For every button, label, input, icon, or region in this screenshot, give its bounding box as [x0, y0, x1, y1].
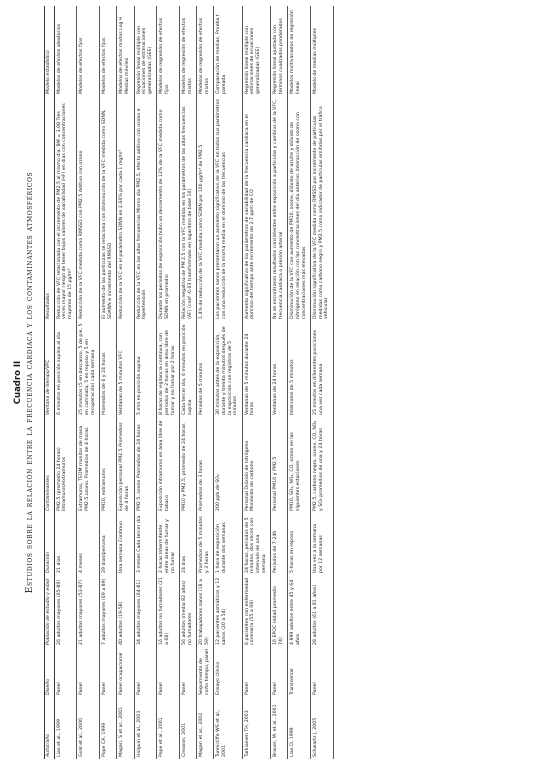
table-cell: 4 899 adultos entre 45 y 64 años — [288, 575, 311, 647]
column-header: Población de estudio y edad — [45, 575, 55, 647]
table-cell: Reducción de VFC relacionada con el incremento de PM2.5 al mismo día. BM = 3.08 Tres veces mayor riesgo de tener bajos valores de variabilidad (HF) en días con concentraciones mayores de 15 µg/m³ — [54, 96, 77, 321]
table-cell: 56 adultos (media 82 años) no fumadores — [180, 575, 197, 647]
column-header: Diseño — [45, 647, 55, 697]
table-row — [100, 6, 117, 759]
table-cell: 6 minutos en posición supina al día — [54, 321, 77, 417]
table-row — [197, 6, 214, 759]
table-cell: 200 ppb de SO₂ — [214, 417, 242, 513]
table-cell: Pope et al., 2001 — [157, 697, 180, 759]
table-body — [54, 6, 333, 759]
column-header: Duración — [45, 513, 55, 575]
table-cell: 4 meses — [77, 513, 100, 575]
table-cell: 40 adultos (19-58) — [117, 575, 134, 647]
table-title: Estudios sobre la relación entre la frecuencia cardiaca y los contaminantes atmosféricos — [25, 171, 35, 594]
table-cell: Promedios de 6 y 24 horas — [100, 321, 117, 417]
table-cell: Brauer, M. et al., 2001 — [271, 697, 288, 759]
table-label: Cuadro II — [13, 360, 23, 405]
table-cell: Ventanas de 5 minutos VFC — [117, 321, 134, 417]
table-cell: 8 horas de vigilancia continua, con periodos de 2 horas en área libre de fumar y no fumar por 2 horas — [157, 321, 180, 417]
table-cell: 5 min en posición supina — [134, 321, 157, 417]
table-cell: 24 horas, periodos de 5 minutos, dos veces con intervalo de una semana — [242, 513, 270, 575]
table-cell: Periodos de 5 minutos — [197, 321, 214, 417]
table-cell: Panel — [180, 647, 197, 697]
table-cell: 1 hora de exposición durante dos semanas — [214, 513, 242, 575]
column-header: Contaminantes — [45, 417, 55, 513]
table-cell: Modelos de regresión de efectos mixtos — [180, 6, 197, 96]
table-cell: PM2.5, carbono negro, ozono, CO, NO₂ y SO₂ promedios de una y 24 horas — [311, 417, 334, 513]
table-cell: Panel — [242, 647, 270, 697]
table-cell: Disminución significativa de la VFC medida como RMSSD por incremento de partículas medidas como carbono negro y PM2.5 como indicador de partículas emitidas por el tráfico vehicular — [311, 96, 334, 321]
column-header: Resultados — [45, 96, 55, 321]
table-cell: 21 días — [54, 513, 77, 575]
table-row — [242, 6, 270, 759]
table-cell: 3 meses Cada tercer día — [134, 513, 157, 575]
table-cell: PM2.5 (promedio 24 horas) Intramuros/extramuros — [54, 417, 77, 513]
table-cell: 7 adultos mayores (69 a 89) — [100, 575, 117, 647]
table-cell: Modelos de regresión de efectos mixtos — [197, 6, 214, 96]
table-cell: Tarkiainen TH, 2003 — [242, 697, 270, 759]
table-cell: Reducción de la VFC en las altas frecuencias Mismo día PM2.5, efecto aditivo con ozono e hipertensión — [134, 96, 157, 321]
table-row — [157, 6, 180, 759]
table-cell: Personal Dióxido de nitrógeno Monóxido de carbono — [242, 417, 270, 513]
table-cell: Aumento significativo de los parámetros de variabilidad de la frecuencia cardiaca en el dominio del tiempo ante incremento de 2.7 ppm de CO — [242, 96, 270, 321]
studies-table — [44, 6, 334, 759]
table-cell: PM2.5, ozono Promedios de 24 horas — [134, 417, 157, 513]
column-header: Modelo estadístico — [45, 6, 55, 96]
table-cell: Regresión lineal ajustada con términos cuadrados ponderados — [271, 6, 288, 96]
table-cell: Seguimiento de corto tiempo, panel — [197, 647, 214, 697]
table-cell: 6 pacientes con enfermedad coronaria (55 a 68) — [242, 575, 270, 647]
table-cell: 25 minutos (5 en descanso, 5 de pie, 5 en caminata, 5 en reposo y 5 en recuperación) cada semana — [77, 321, 100, 417]
table-cell: Extramuros, TEOM monitor de masa PM2.5,ozono. Promedios de 4 horas — [77, 417, 100, 513]
table-row — [117, 6, 134, 759]
table-cell: PM10 y PM2.5, promedio de 24 horas — [180, 417, 197, 513]
table-cell: Panel — [157, 647, 180, 697]
table-cell: 25 minutos en diferentes posiciones una vez cada semana — [311, 321, 334, 417]
table-cell: Modelos de efectos aleatorios — [54, 6, 77, 96]
column-header: Ventana de tiempo/VFC — [45, 321, 55, 417]
table-cell: PM10, extramuros — [100, 417, 117, 513]
table-row — [288, 6, 311, 759]
table-cell: Promedios de 5 minutos y 3 horas — [197, 513, 214, 575]
table-cell: Modelos de efectos fijos — [77, 6, 100, 96]
table-cell: Comparación de medias. Prueba t pareada — [214, 6, 242, 96]
table-cell: Modelos multivariados de regresión lineal — [288, 6, 311, 96]
table-cell: Intervalos de 5 minutos — [288, 321, 311, 417]
table-cell: Panel — [100, 647, 117, 697]
table-cell: Panel — [54, 647, 77, 697]
table-cell: Una vez a la semana por 12 semanas — [311, 513, 334, 575]
table-cell: Una semana Continuo — [117, 513, 134, 575]
table-cell: 21 adultos mayores (53-87) — [77, 575, 100, 647]
table-cell: 2 horas Intermitente entre áreas de fumar y no fumar — [157, 513, 180, 575]
table-row — [77, 6, 100, 759]
table-row — [54, 6, 77, 759]
table-row — [311, 6, 334, 759]
table-cell: Relación negativa de PM 2.5 con la VFC medida en los parámetros de las altas frecuencias (AF) (coef -0.03 transformado en logaritmo de base 10) — [180, 96, 197, 321]
table-cell: 16 EPOC (edad promedio 74) — [271, 575, 288, 647]
table-cell: Reducción de la VFC medida como RMSSD con PM2.5 Aditivo con ozono — [77, 96, 100, 321]
table-cell: 16 adultos no fumadores (21 a 68) — [157, 575, 180, 647]
table-header-row — [45, 6, 55, 759]
table-cell: Regresión lineal múltiple con estimaciones de ecuaciones generalizadas (GEE) — [242, 6, 270, 96]
table-cell: 34 adultos mayores (64-81) — [134, 575, 157, 647]
column-header: Autor/año — [45, 697, 55, 759]
table-cell: Liao et al., 1999 — [54, 697, 77, 759]
table-row — [180, 6, 197, 759]
table-cell: Regresión lineal múltiple con ecuaciones de estimaciones generalizadas (GEE) — [134, 6, 157, 96]
table-cell: 24 días — [180, 513, 197, 575]
table-cell: Holguin et al., 2003 — [134, 697, 157, 759]
table-cell: Panel — [271, 647, 288, 697]
table-cell: Ensayo clínico — [214, 647, 242, 697]
table-cell: Periodos de 7-24h — [271, 513, 288, 575]
table-cell: Modelo de medias múltiples — [311, 6, 334, 96]
table-cell: El aumento de las partículas se relaciona con disminución de la VFC medida como SDNN, SDANN e incremento del RMSSD — [100, 96, 117, 321]
table-cell: Schwartz J, 2005 — [311, 697, 334, 759]
table-cell: Liao D, 1999 — [288, 697, 311, 759]
table-cell: Panel — [77, 647, 100, 697]
table-cell: Disminución de la VFC con aumento de PM10, ozono, dióxido de azufre y dióxido de nitrógeno en relación con las concentraciones del día anterior. Interacción de ozono con concentraciones más elevadas — [288, 96, 311, 321]
table-cell: Panel ocupacional — [117, 647, 134, 697]
table-cell: Ventanas de 5 minutos durante 24 horas — [242, 321, 270, 417]
table-cell: Modelos de efectos fijos — [100, 6, 117, 96]
table-cell: PM10, SO₂, NO₂, CO, ozono en las siguientes estaciones — [288, 417, 311, 513]
table-cell: Durante los periodos de exposición hubo un decremento de 12% de la VFC medida como SDNN en promedio — [157, 96, 180, 321]
table-cell: Modelos de efectos mixtos Log H Medias móviles — [117, 6, 134, 96]
table-cell: Cada tercer día, 6 minutos en posición supina — [180, 321, 197, 417]
table-cell: 20 trabajadores sanos (18 a 59) — [197, 575, 214, 647]
table-cell: Creason, 2001 — [180, 697, 197, 759]
table-cell: Panel — [311, 647, 334, 697]
table-cell: Ventanas de 24 horas — [271, 321, 288, 417]
table-cell: Exposición personal PM2.5 Promedios de 4 horas — [117, 417, 134, 513]
table-cell: 29 días/persona — [100, 513, 117, 575]
table-row — [271, 6, 288, 759]
table-cell: Reducción de la VFC en el parámetro SDNN en 2.66% por cada 1 mg/m³ — [117, 96, 134, 321]
table-cell: Pope CA, 1999 — [100, 697, 117, 759]
table-cell: 5 horas en reposo — [288, 513, 311, 575]
table-cell: 28 adultos (61 a 81 años) — [311, 575, 334, 647]
table-cell: Panel — [134, 647, 157, 697]
table-cell: 30 minutos antes de la exposición, durante y treinta minutos después de la exposición con registros de 5 minutos — [214, 321, 242, 417]
table-cell: 1.4% de reducción de la VFC medida como SDNN por 100 µg/m³ de PM2.5 — [197, 96, 214, 321]
table-cell: Exposición intramuros en área libre de tabaco — [157, 417, 180, 513]
table-cell: Los pacientes sanos presentaron un aumento significativo de la VFC en todos sus parámetros con una reducción de la misma media en el dominio de las frecuencias — [214, 96, 242, 321]
table-cell: Tunnicliffe WS et al., 2001 — [214, 697, 242, 759]
table-cell: Promedios de 3 horas — [197, 417, 214, 513]
table-cell: Modelos de regresión de efectos fijos — [157, 6, 180, 96]
table-cell: 12 pacientes asmáticos y 12 sanos (20 a 54) — [214, 575, 242, 647]
table-cell: Magari, S et al., 2001 — [117, 697, 134, 759]
table-cell: 26 adultos mayores (65-89) — [54, 575, 77, 647]
table-row — [214, 6, 242, 759]
table-row — [134, 6, 157, 759]
table-cell: Transversal — [288, 647, 311, 697]
table-cell: Magari et al., 2002 — [197, 697, 214, 759]
table-cell: Personal PM10 y PM2.5 — [271, 417, 288, 513]
table-cell: Gold et al., 2000 — [77, 697, 100, 759]
table-cell: No se encontraron resultados consistentes entre exposición a partículas y cambios de la VFC, frecuencia cardiaca o presión arterial — [271, 96, 288, 321]
